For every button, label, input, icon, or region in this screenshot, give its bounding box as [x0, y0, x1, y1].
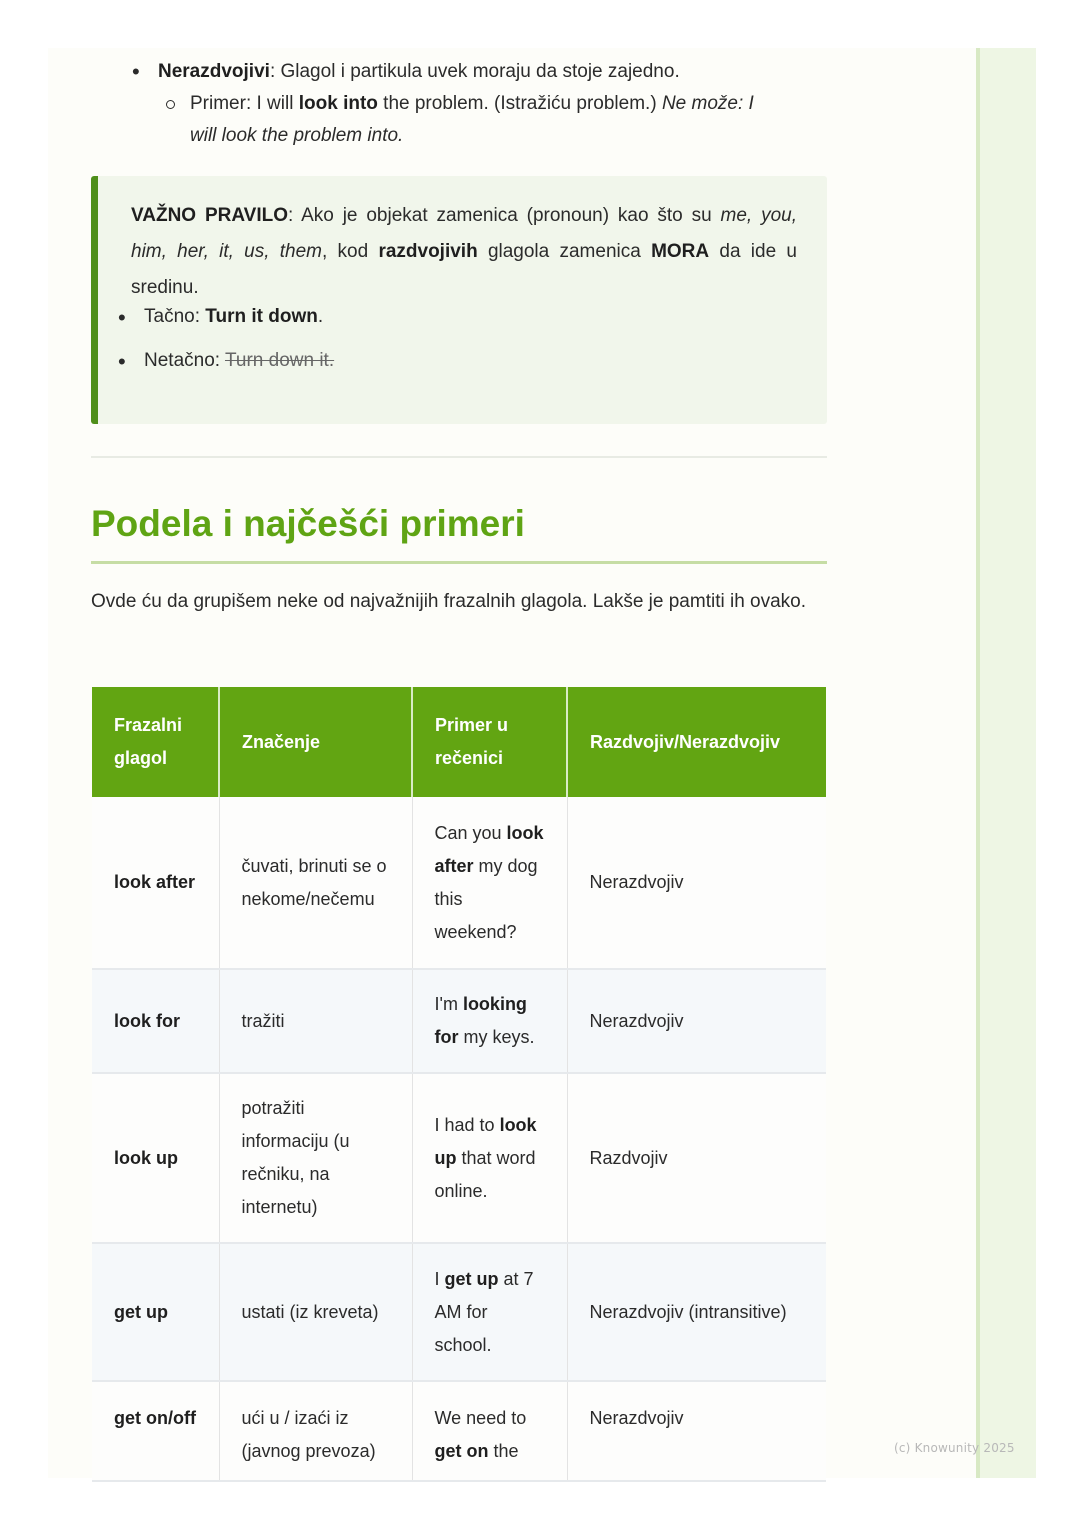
table-header-row — [92, 687, 826, 797]
type-cell: Nerazdvojiv — [567, 1381, 826, 1481]
divider — [91, 456, 827, 458]
header-cell: Primer u rečenici — [412, 687, 567, 797]
example-post: my keys. — [458, 1027, 535, 1047]
callout-italic-2: you, him, her, it, us, them — [131, 205, 798, 262]
meaning-cell: ustati (iz kreveta) — [219, 1243, 412, 1381]
bullet-text: : Glagol i partikula uvek moraju da stoje zajedno. — [269, 61, 680, 82]
example-cell — [412, 797, 567, 969]
example-verb: look after — [434, 822, 544, 876]
section-intro: Ovde ću da grupišem neke od najvažnijih frazalnih glagola. Lakše je pamtiti ih ovako. — [91, 591, 807, 612]
sub-bullet-example — [132, 88, 832, 152]
example-bold: look into — [298, 93, 378, 114]
example-verb: get up — [444, 1268, 499, 1289]
example-post: that word online. — [434, 1147, 536, 1201]
example-italic: Ne može: I — [661, 93, 754, 114]
table-row — [92, 1073, 826, 1243]
callout-wrong — [144, 350, 334, 372]
callout-bold-1: razdvojivih — [378, 241, 478, 262]
circle-bullet-icon — [166, 100, 175, 109]
meaning-cell: ući u / izaći iz (javnog prevoza) — [219, 1381, 412, 1481]
bullet-nerazdvojivi — [132, 56, 832, 88]
example-cell — [412, 969, 567, 1073]
meaning-cell: tražiti — [219, 969, 412, 1073]
verb-cell: get on/off — [92, 1381, 219, 1481]
section-heading: Podela i najčešći primeri — [91, 503, 525, 544]
correct-prefix: Tačno: — [144, 306, 206, 327]
side-panel — [976, 48, 1036, 1478]
correct-example: Turn it down — [205, 306, 318, 327]
example-verb: look up — [434, 1114, 537, 1168]
table-row — [92, 1243, 826, 1381]
callout-correct — [144, 306, 323, 328]
example-pre: I — [434, 1268, 445, 1289]
header-cell: Značenje — [219, 687, 412, 797]
meaning-cell: čuvati, brinuti se o nekome/nečemu — [219, 797, 412, 969]
table-row — [92, 969, 826, 1073]
watermark: (c) Knowunity 2025 — [894, 1441, 1015, 1455]
example-pre: I had to — [434, 1114, 500, 1135]
example-post: the — [488, 1441, 519, 1461]
verb-cell: look after — [92, 797, 219, 969]
heading-underline — [91, 561, 827, 564]
example-pre: We need to — [434, 1408, 527, 1428]
type-cell: Nerazdvojiv — [567, 797, 826, 969]
callout-text — [131, 198, 797, 306]
type-cell: Nerazdvojiv (intransitive) — [567, 1243, 826, 1381]
type-cell: Razdvojiv — [567, 1073, 826, 1243]
verb-cell: look for — [92, 969, 219, 1073]
wrong-prefix: Netačno: — [144, 350, 225, 371]
callout-text-3: glagola zamenica — [477, 241, 652, 262]
example-cell — [412, 1381, 567, 1481]
verb-cell: get up — [92, 1243, 219, 1381]
phrasal-verbs-table — [92, 687, 826, 1482]
bullet-list — [132, 56, 832, 152]
meaning-cell: potražiti informaciju (u rečniku, na internetu) — [219, 1073, 412, 1243]
verb-cell: look up — [92, 1073, 219, 1243]
correct-suffix: . — [317, 306, 324, 327]
example-verb: looking for — [434, 994, 527, 1047]
example-cell — [412, 1073, 567, 1243]
table-row — [92, 797, 826, 969]
rule-callout — [91, 176, 827, 424]
example-cell — [412, 1243, 567, 1381]
table-row — [92, 1381, 826, 1481]
example-post: at 7 AM for school. — [434, 1268, 534, 1355]
example-verb: get on — [434, 1441, 489, 1461]
callout-italic-1: me, — [720, 205, 753, 226]
header-cell: Frazalni glagol — [92, 687, 219, 797]
type-cell: Nerazdvojiv — [567, 969, 826, 1073]
callout-text-1: : Ako je objekat zamenica (pronoun) kao što su — [288, 205, 721, 226]
example-post: my dog this weekend? — [434, 855, 538, 942]
callout-label: VAŽNO PRAVILO — [131, 205, 288, 226]
bullet-label: Nerazdvojivi — [158, 61, 270, 82]
callout-text-4: da ide u sredinu. — [131, 241, 797, 298]
example-pre: I'm — [434, 994, 463, 1014]
wrong-example: Turn down it. — [224, 350, 335, 371]
callout-bold-2: MORA — [651, 241, 710, 262]
example-italic-cont: will look the problem into. — [190, 125, 404, 146]
header-cell: Razdvojiv/Nerazdvojiv — [567, 687, 826, 797]
example-pre: Can you — [434, 822, 507, 843]
example-rest: the problem. (Istražiću problem.) — [377, 93, 662, 114]
example-prefix: Primer: I will — [190, 93, 299, 114]
callout-text-2: , kod — [322, 241, 379, 262]
